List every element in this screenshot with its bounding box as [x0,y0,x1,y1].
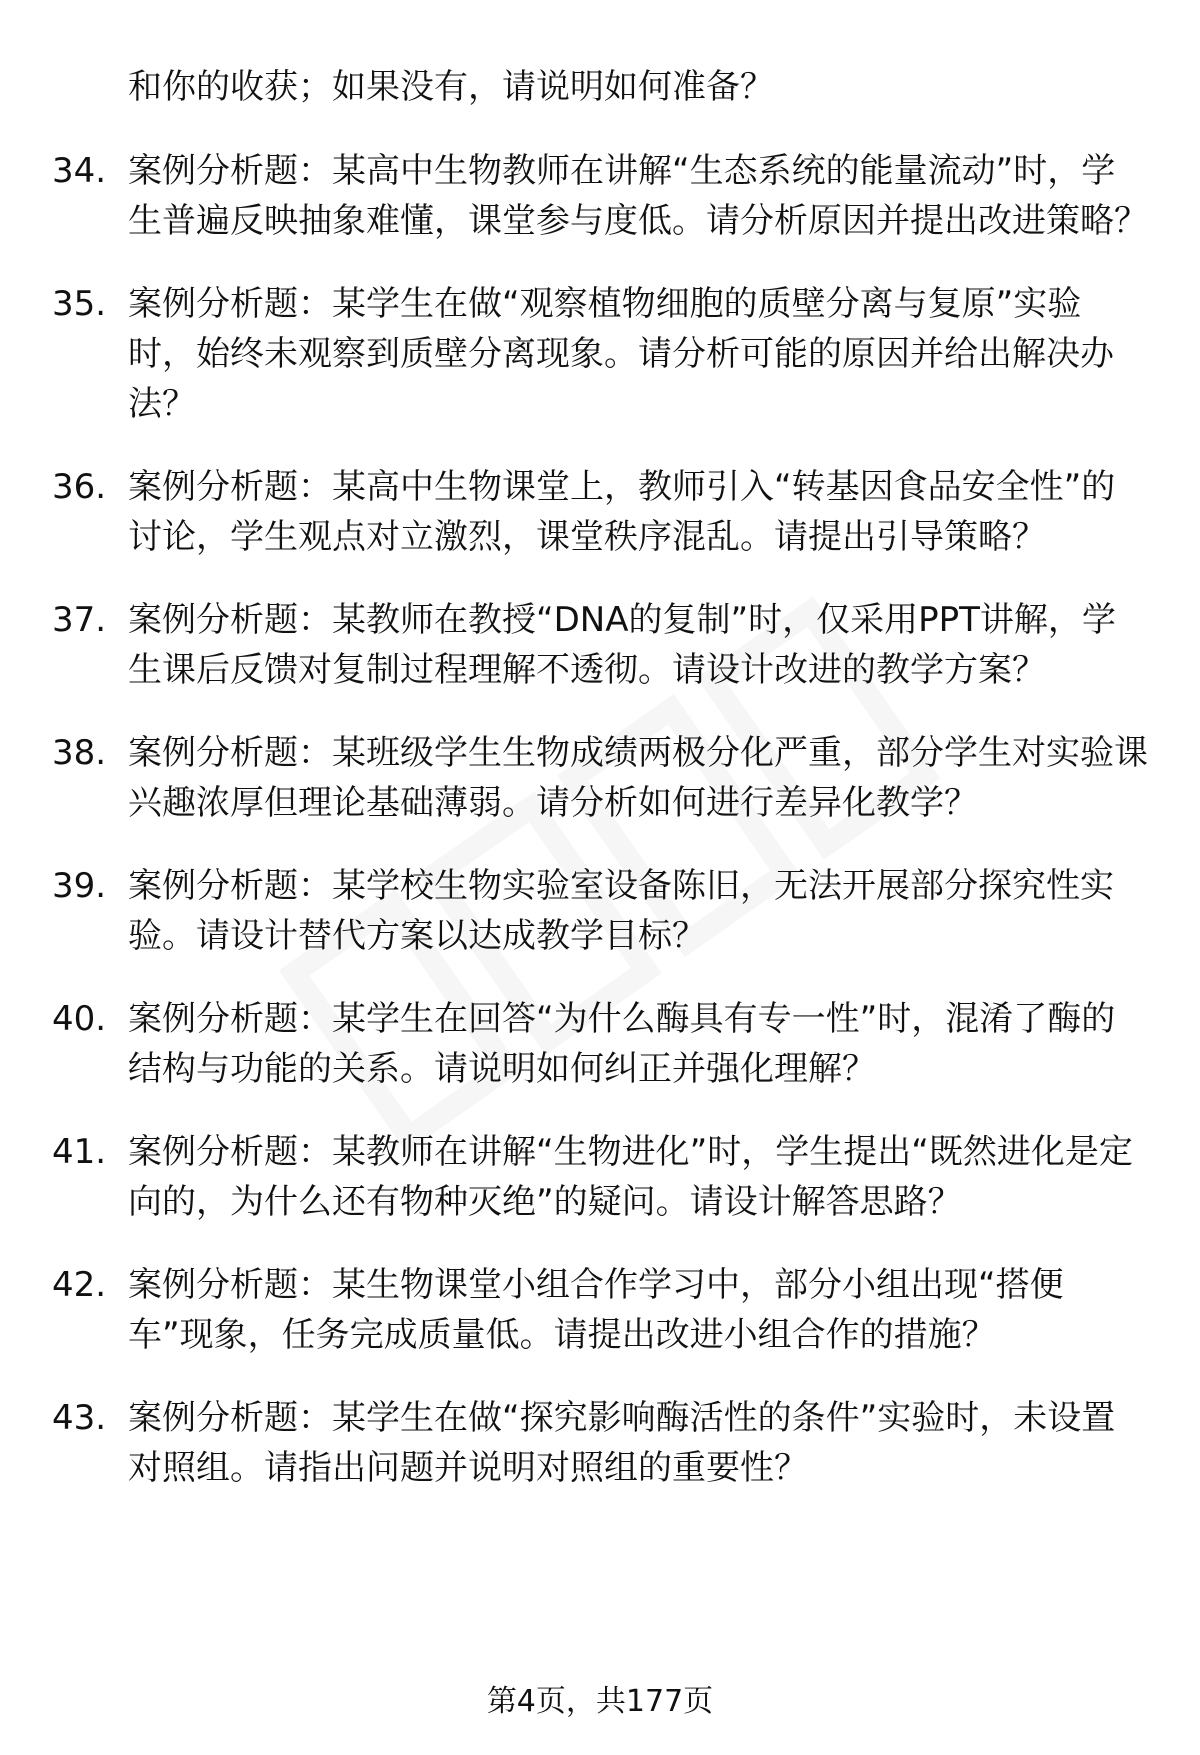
page-footer: 第4页，共177页 [486,1684,714,1719]
question-item [0,146,1148,246]
question-text: 案例分析题：某学生在回答“为什么酶具有专一性”时，混淆了酶的结构与功能的关系。请说明如何纠正并强化理解？ [128,999,1116,1089]
question-text: 案例分析题：某教师在教授“DNA的复制”时，仅采用PPT讲解，学生课后反馈对复制过程理解不透彻。请设计改进的教学方案？ [128,600,1116,690]
question-text: 案例分析题：某班级学生生物成绩两极分化严重，部分学生对实验课兴趣浓厚但理论基础薄弱。请分析如何进行差异化教学？ [128,733,1148,823]
question-number: 40. [52,999,107,1039]
question-text: 案例分析题：某教师在讲解“生物进化”时，学生提出“既然进化是定向的，为什么还有物种灭绝”的疑问。请设计解答思路？ [128,1132,1133,1222]
question-item [0,994,1148,1094]
question-number: 43. [52,1398,107,1438]
question-number: 36. [52,467,107,507]
question-list [0,146,1200,1526]
question-item [0,279,1148,429]
question-item [0,1393,1148,1493]
question-text: 案例分析题：某学校生物实验室设备陈旧，无法开展部分探究性实验。请设计替代方案以达成教学目标？ [128,866,1114,956]
continuation-text: 和你的收获；如果没有，请说明如何准备？ [128,67,774,107]
question-text: 案例分析题：某学生在做“观察植物细胞的质壁分离与复原”实验时，始终未观察到质壁分离现象。请分析可能的原因并给出解决办法？ [128,284,1114,424]
question-item [0,1127,1148,1227]
question-item [0,861,1148,961]
question-item [0,728,1148,828]
question-item [0,595,1148,695]
question-number: 42. [52,1265,107,1305]
question-number: 39. [52,866,107,906]
question-text: 案例分析题：某高中生物教师在讲解“生态系统的能量流动”时，学生普遍反映抽象难懂，课堂参与度低。请分析原因并提出改进策略？ [128,151,1148,241]
question-number: 38. [52,733,107,773]
question-item [0,462,1148,562]
question-number: 34. [52,151,107,191]
question-item [0,1260,1148,1360]
question-text: 案例分析题：某学生在做“探究影响酶活性的条件”实验时，未设置对照组。请指出问题并说明对照组的重要性？ [128,1398,1116,1488]
question-text: 案例分析题：某生物课堂小组合作学习中，部分小组出现“搭便车”现象，任务完成质量低。请提出改进小组合作的措施？ [128,1265,1064,1355]
question-number: 37. [52,600,107,640]
question-text: 案例分析题：某高中生物课堂上，教师引入“转基因食品安全性”的讨论，学生观点对立激烈，课堂秩序混乱。请提出引导策略？ [128,467,1116,557]
question-number: 41. [52,1132,107,1172]
question-number: 35. [52,284,107,324]
